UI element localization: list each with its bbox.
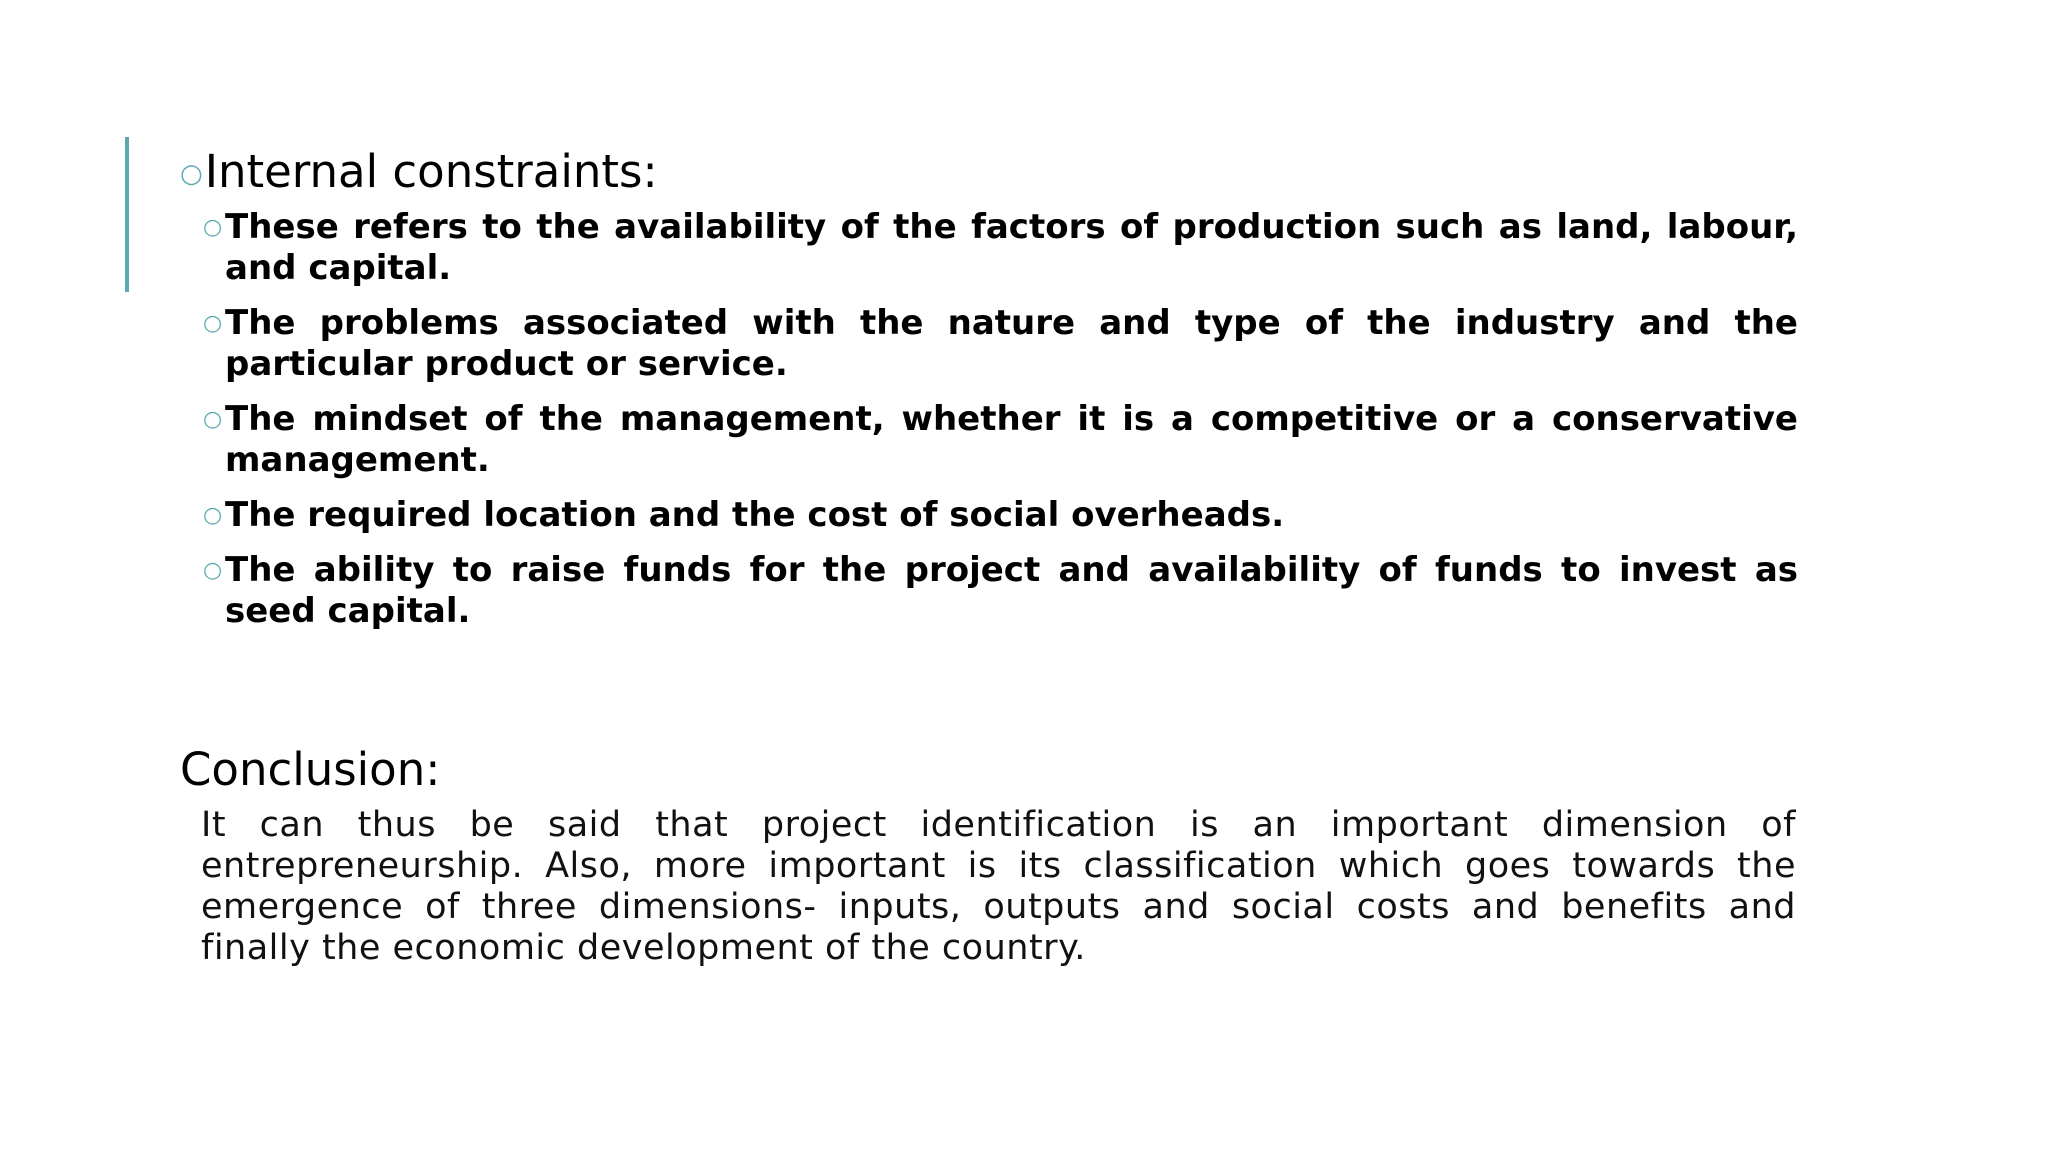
conclusion-title: Conclusion: — [180, 743, 441, 796]
bullet-circle-icon: ○ — [203, 407, 223, 432]
bullet-circle-icon: ○ — [203, 558, 223, 583]
list-item-text: The ability to raise funds for the project and availability of funds to invest as seed capital. — [225, 550, 1798, 631]
list-item-text: The problems associated with the nature and type of the industry and the particular product or service. — [225, 303, 1798, 384]
list-item-text: The mindset of the management, whether it is a competitive or a conservative management. — [225, 399, 1798, 480]
conclusion-body: It can thus be said that project identification is an important dimension of entrepreneurship. Also, more important is its classification which goes towards the emergence of three dimensions- inputs, outputs and social costs and benefits and finally the economic development of the country. — [201, 805, 1796, 968]
list-item-text: These refers to the availability of the factors of production such as land, labour, and capital. — [225, 207, 1798, 288]
bullet-circle-icon: ○ — [203, 311, 223, 336]
list-item — [203, 303, 1798, 385]
constraints-list — [203, 207, 1798, 646]
bullet-circle-icon: ○ — [203, 503, 223, 528]
list-item — [203, 207, 1798, 289]
bullet-circle-icon: ○ — [203, 215, 223, 240]
list-item-text: The required location and the cost of social overheads. — [225, 495, 1285, 535]
list-item — [203, 550, 1798, 632]
section-heading — [180, 140, 658, 206]
accent-bar — [125, 137, 129, 292]
list-item — [203, 495, 1798, 536]
bullet-circle-icon: ○ — [180, 159, 203, 189]
list-item — [203, 399, 1798, 481]
section-heading-text: Internal constraints: — [204, 145, 658, 198]
